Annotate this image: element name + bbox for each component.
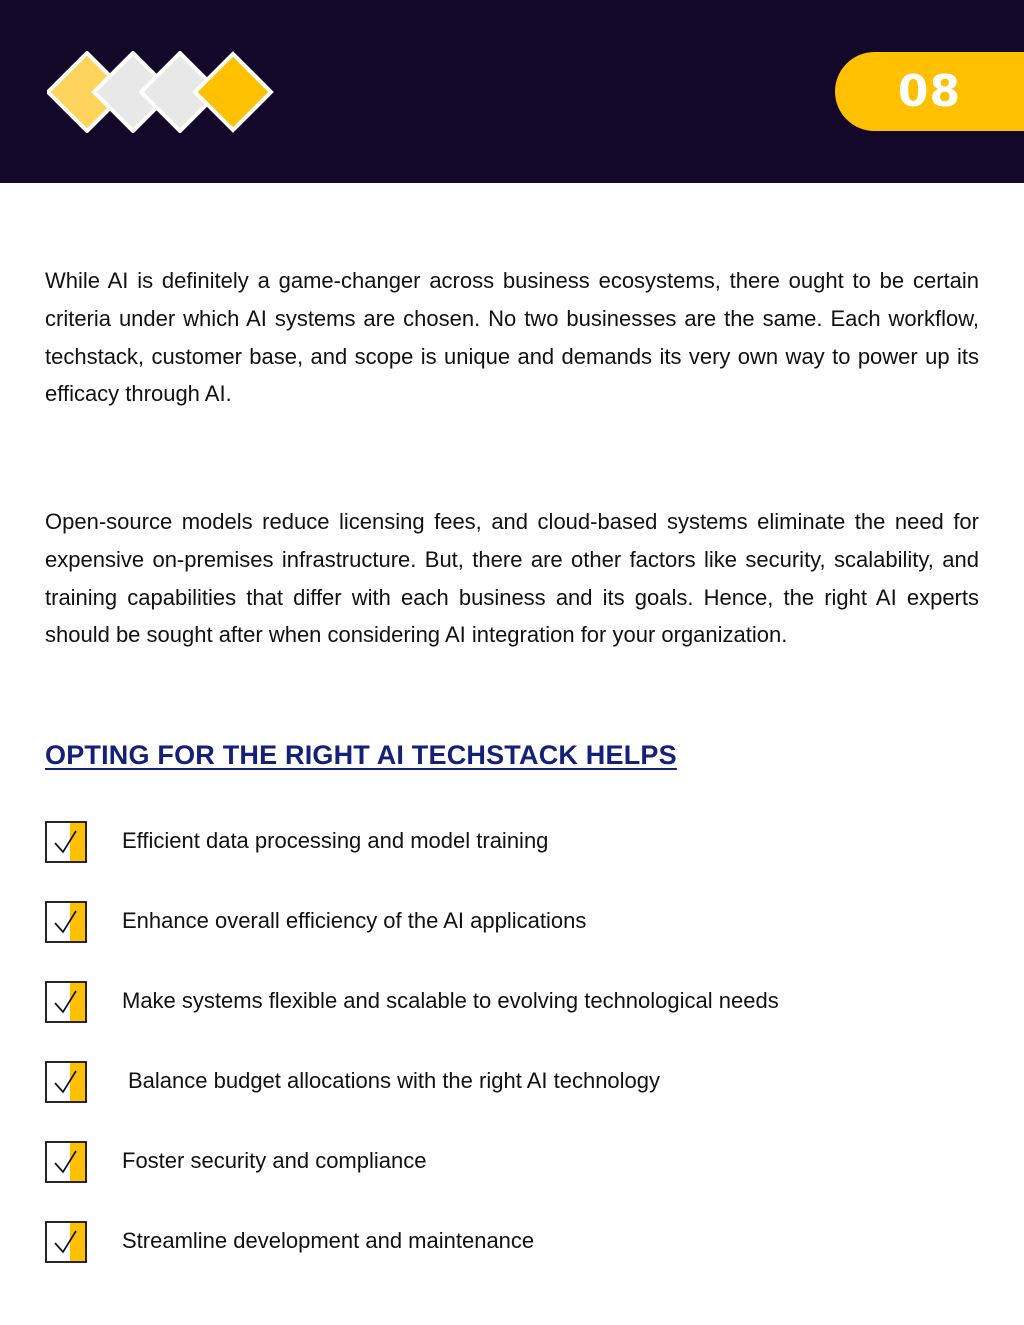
list-item <box>45 980 979 1060</box>
checkbox-checked-icon <box>45 1141 88 1184</box>
list-item <box>45 1220 979 1300</box>
diamond-logo-icon <box>47 51 277 133</box>
list-item <box>45 900 979 980</box>
intro-paragraph: While AI is definitely a game-changer across business ecosystems, there ought to be certain criteria under which AI systems are chosen. No two businesses are the same. Each workflow, techstack, customer base, and scope is unique and demands its very own way to power up its efficacy through AI. <box>45 268 979 407</box>
checkbox-checked-icon <box>45 1221 88 1264</box>
benefits-checklist <box>45 820 979 1300</box>
checklist-item-text: Make systems flexible and scalable to evolving technological needs <box>122 988 779 1013</box>
checklist-item-text: Efficient data processing and model training <box>122 828 549 853</box>
checkbox-checked-icon <box>45 821 88 864</box>
checklist-item-text: Streamline development and maintenance <box>122 1228 535 1253</box>
list-item <box>45 1140 979 1220</box>
list-item <box>45 820 979 900</box>
checkbox-checked-icon <box>45 1061 88 1104</box>
list-item <box>45 1060 979 1140</box>
checklist-item-text: Balance budget allocations with the right AI technology <box>128 1068 661 1093</box>
cost-factors-paragraph: Open-source models reduce licensing fees, and cloud-based systems eliminate the need for expensive on-premises infrastructure. But, there are other factors like security, scalability, and training capabilities that differ with each business and its goals. Hence, the right AI experts should be sought after when considering AI integration for your organization. <box>45 509 979 648</box>
section-title: OPTING FOR THE RIGHT AI TECHSTACK HELPS <box>45 740 677 770</box>
checkbox-checked-icon <box>45 981 88 1024</box>
page-number: 08 <box>897 66 962 117</box>
checkbox-checked-icon <box>45 901 88 944</box>
checklist-item-text: Foster security and compliance <box>122 1148 427 1173</box>
page-header <box>0 0 1024 183</box>
page-number-badge <box>835 52 1024 131</box>
checklist-item-text: Enhance overall efficiency of the AI applications <box>122 908 587 933</box>
